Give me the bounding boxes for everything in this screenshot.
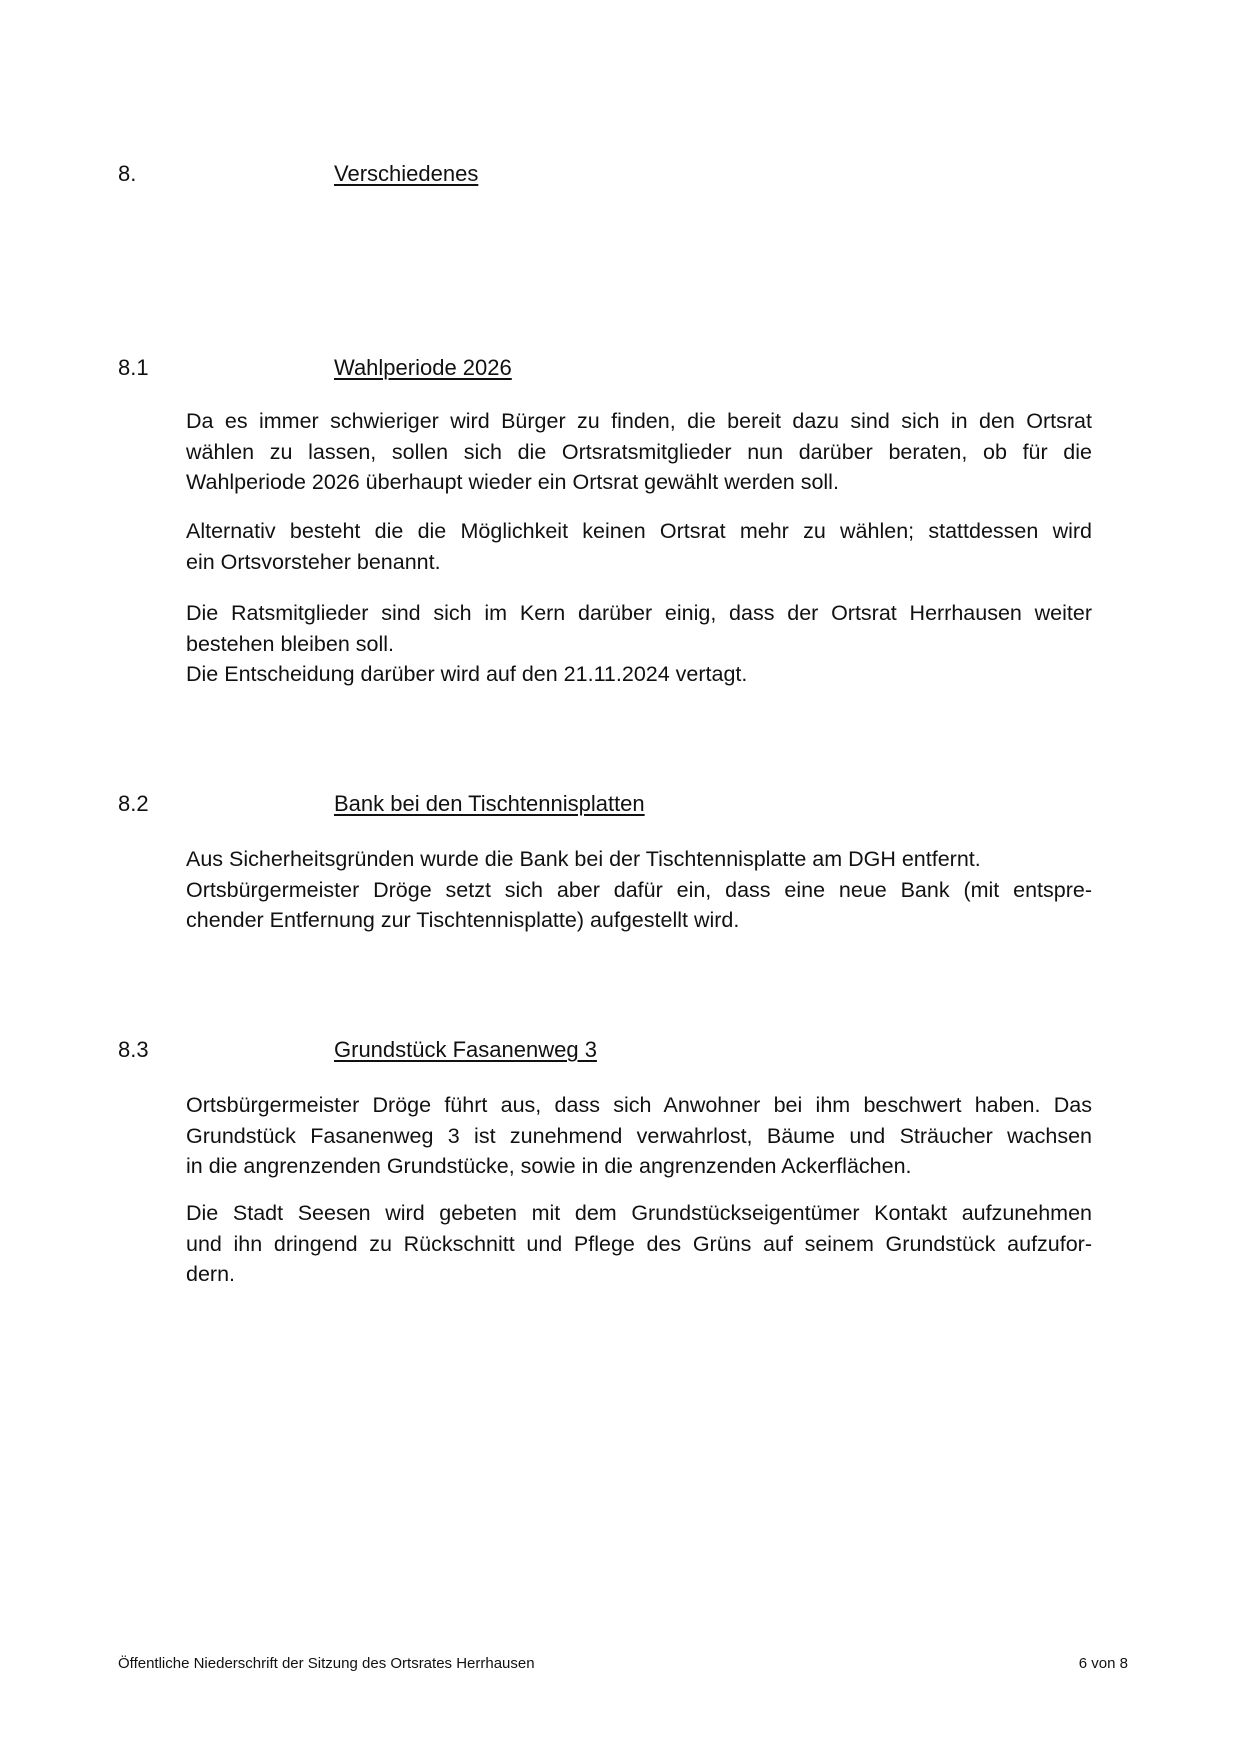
paragraph-line: ein Ortsvorsteher benannt. [186,549,441,574]
paragraph-line: bestehen bleiben soll. [186,631,394,656]
paragraph-8-1-c [186,598,1092,690]
paragraph-line: Ortsbürgermeister Dröge setzt sich aber dafür ein, dass eine neue Bank (mit entspre- [186,877,1092,902]
paragraph-line: Alternativ besteht die die Möglichkeit keinen Ortsrat mehr zu wählen; stattdessen wird [186,519,1092,543]
paragraph-line: Aus Sicherheitsgründen wurde die Bank bei der Tischtennisplatte am DGH entfernt. [186,847,981,871]
paragraph-line: Ortsbürgermeister Dröge führt aus, dass sich Anwohner bei ihm beschwert haben. Das [186,1093,1092,1117]
paragraph-line: wählen zu lassen, sollen sich die Ortsratsmitglieder nun darüber beraten, ob für die [186,439,1092,464]
section-number: 8.2 [118,791,149,816]
paragraph-line: Grundstück Fasanenweg 3 ist zunehmend verwahrlost, Bäume und Sträucher wachsen [186,1123,1092,1148]
paragraph-line: dern. [186,1262,236,1286]
paragraph-line: Wahlperiode 2026 überhaupt wieder ein Ortsrat gewählt werden soll. [186,470,839,494]
section-title: Verschiedenes [334,161,479,186]
section-number: 8.1 [118,355,149,380]
paragraph-8-1-b [186,516,1092,577]
footer-page-indicator: 6 von 8 [1078,1655,1128,1672]
section-title: Bank bei den Tischtennisplatten [334,791,645,816]
section-number: 8. [118,161,137,186]
footer-document-title: Öffentliche Niederschrift der Sitzung des Ortsrates Herrhausen [118,1655,535,1672]
section-title: Grundstück Fasanenweg 3 [334,1037,597,1062]
paragraph-line: Die Entscheidung darüber wird auf den 21.11.2024 vertagt. [186,662,748,686]
paragraph-8-3-a [186,1090,1092,1182]
paragraph-line: Da es immer schwieriger wird Bürger zu finden, die bereit dazu sind sich in den Ortsrat [186,409,1092,433]
paragraph-8-3-b [186,1198,1092,1290]
paragraph-line: in die angrenzenden Grundstücke, sowie in die angrenzenden Ackerflächen. [186,1154,912,1178]
paragraph-8-1-a [186,406,1092,498]
section-number: 8.3 [118,1037,149,1062]
section-title: Wahlperiode 2026 [334,355,512,380]
paragraph-8-2-a [186,844,1092,936]
paragraph-line: und ihn dringend zu Rückschnitt und Pflege des Grüns auf seinem Grundstück aufzufor- [186,1231,1092,1256]
paragraph-line: Die Ratsmitglieder sind sich im Kern darüber einig, dass der Ortsrat Herrhausen weiter [186,601,1092,625]
paragraph-line: Die Stadt Seesen wird gebeten mit dem Grundstückseigentümer Kontakt aufzunehmen [186,1201,1092,1225]
paragraph-line: chender Entfernung zur Tischtennisplatte) aufgestellt wird. [186,908,740,932]
